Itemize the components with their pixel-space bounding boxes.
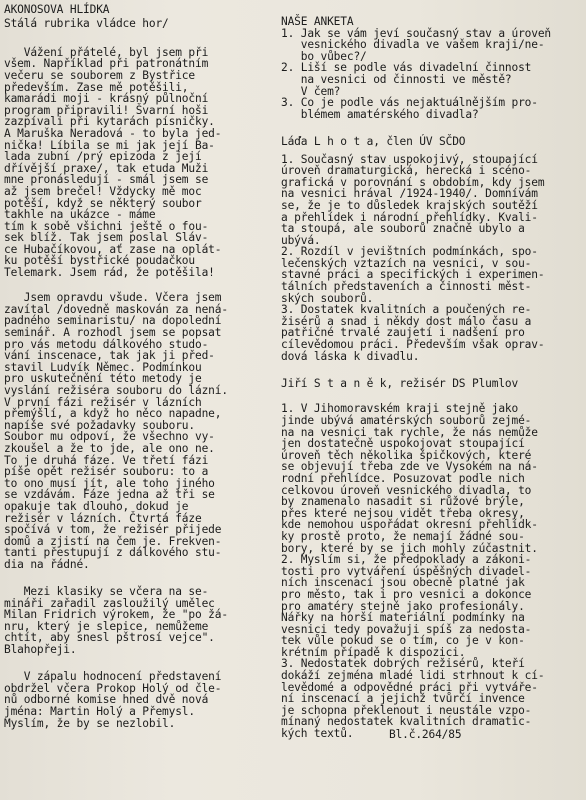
left-paragraph-4 bbox=[4, 671, 280, 729]
text-line: tím k sobě všichni ještě o fou- bbox=[4, 219, 209, 233]
text-line: grafická v porovnání s obdobím, kdy jsem bbox=[281, 175, 545, 189]
text-line: 1. V Jihomoravském kraji stejně jako bbox=[281, 402, 519, 416]
text-line: pro vás metodu dálkového studo- bbox=[4, 337, 209, 351]
text-line: padného seminaristu/ na dopolední bbox=[4, 314, 222, 328]
text-line: takhle na ukázce - máme bbox=[4, 208, 156, 222]
text-line: ta stoupá, ale souborů značně ubylo a bbox=[281, 222, 525, 236]
text-line: mne pronásledují - smál jsem se bbox=[4, 173, 209, 187]
text-line: Vážení přátelé, byl jsem při bbox=[4, 45, 209, 59]
text-line: dová láska k divadlu. bbox=[281, 349, 420, 363]
text-line: by znamenalo nasadit si růžové brýle, bbox=[281, 495, 525, 509]
respondent-2-name: Jiří S t a n ě k, režisér DS Plumlov bbox=[281, 376, 519, 390]
text-line: na na vesnici tak rychle, že nás nemůže bbox=[281, 425, 538, 439]
text-line: nru, který je slepice, nemůžeme bbox=[4, 619, 209, 633]
text-line: program připravili! Švarní hoši bbox=[4, 103, 209, 117]
text-line: spočívá v tom, že režisér přijede bbox=[4, 523, 222, 537]
text-line: V zápalu hodnocení představení bbox=[4, 670, 222, 684]
text-line: lečenských vztazích na vesnici, v sou- bbox=[281, 256, 532, 270]
column-right bbox=[281, 0, 583, 740]
text-line: Nářky na horší materiální podmínky na bbox=[281, 611, 525, 625]
text-line: zavítal /dovedně maskován za nená- bbox=[4, 302, 228, 316]
text-line: pro uskutečnění této metody je bbox=[4, 372, 202, 386]
question-line: na vesnici od činnosti ve městě? bbox=[281, 72, 512, 86]
text-line: a přehlídek i národní přehlídky. Kvali- bbox=[281, 210, 538, 224]
text-line: stavil Ludvík Němec. Podmínkou bbox=[4, 360, 202, 374]
text-line: 3. Dostatek kvalitních a poučených re- bbox=[281, 303, 532, 317]
text-line: obdržel včera Prokop Holý od čle- bbox=[4, 681, 222, 695]
text-line: ce Hubačíkovou, ať zase na oplát- bbox=[4, 242, 222, 256]
text-line: domů a zjistí na čem je. Frekven- bbox=[4, 534, 222, 548]
text-line: především. Zase mě potěšili, bbox=[4, 80, 189, 94]
question-line: vesnického divadla ve vašem kraji/ne- bbox=[281, 38, 545, 52]
text-line: 2. Myslím si, že předpoklady a zákoni- bbox=[281, 553, 532, 567]
text-line: Milan Fridrich výrokem, že "po žá- bbox=[4, 608, 228, 622]
text-line: se vzdávám. Fáze jedna až tři se bbox=[4, 488, 215, 502]
text-line: nů odborné komise hned dvě nová bbox=[4, 693, 209, 707]
question-line: 3. Co je podle vás nejaktuálnějším pro- bbox=[281, 96, 538, 110]
text-line: Myslím, že by se nezlobil. bbox=[4, 716, 176, 730]
text-line: dřívější praxe/, tak etuda Muži bbox=[4, 161, 209, 175]
column-left bbox=[4, 0, 280, 729]
text-line: jména: Martin Holý a Přemysl. bbox=[4, 705, 195, 719]
text-line: seminář. A rozhodl jsem se popsat bbox=[4, 326, 222, 340]
text-line: žisérů a snad i někdy dost málo času a bbox=[281, 314, 532, 328]
text-line: mináři zařadil zasloužilý umělec bbox=[4, 596, 215, 610]
text-line: To je druhá fáze. Ve třetí fázi bbox=[4, 453, 209, 467]
text-line: chtít, aby snesl pštrosí vejce". bbox=[4, 631, 215, 645]
text-line: Mezi klasiky se včera na se- bbox=[4, 585, 209, 599]
text-line: přemýšlí, a když ho něco napadne, bbox=[4, 407, 222, 421]
text-line: cílevědomou práci. Především však oprav- bbox=[281, 338, 545, 352]
text-line: lada zubní /prý epizoda z její bbox=[4, 150, 202, 164]
text-line: levědomé a odpovědné práci při vytváře- bbox=[281, 680, 538, 694]
text-line: Blahopřeji. bbox=[4, 643, 77, 657]
text-line: tanti přestupují z dálkového stu- bbox=[4, 546, 222, 560]
text-line: kde nemohou uspořádat okresní přehlídk- bbox=[281, 518, 538, 532]
text-line: jinde ubývá amatérských souborů zejmé- bbox=[281, 414, 532, 427]
text-line: stavné práci a specifických i experimen- bbox=[281, 268, 545, 282]
text-line: píše opět režisér souboru: to a bbox=[4, 465, 209, 479]
text-line: ní inscenací a jejichž tvůrčí invence bbox=[281, 692, 525, 706]
text-line: napíše své požadavky souboru. bbox=[4, 418, 195, 432]
respondent-1-answer bbox=[281, 154, 583, 363]
left-paragraph-2 bbox=[4, 292, 280, 570]
question-line: blémem amatérského divadla? bbox=[281, 107, 479, 121]
question-line: 2. Liší se podle vás divadelní činnost bbox=[281, 61, 532, 75]
text-line: ku potěší bystřické poudačkou bbox=[4, 254, 195, 268]
respondent-1-name: Láďa L h o t a, člen ÚV SČDO bbox=[281, 134, 466, 148]
text-line: opakuje tak dlouho, dokud je bbox=[4, 499, 189, 513]
question-line: 1. Jak se vám jeví současný stav a úroveň bbox=[281, 26, 552, 40]
text-line: potěší, když se některý soubor bbox=[4, 196, 202, 210]
text-line: bory, které by se jich mohly zúčastnit. bbox=[281, 541, 538, 555]
text-line: krétním případě k dispozici. bbox=[281, 645, 466, 659]
text-line: celkovou úroveň vesnického divadla, to bbox=[281, 483, 532, 497]
rubric-header: AKONOSOVA HLÍDKA bbox=[4, 3, 110, 16]
text-line: se objevují třeba zde ve Vysokém na ná- bbox=[281, 460, 538, 474]
text-line: kých textů. bbox=[281, 727, 354, 741]
survey-header: NAŠE ANKETA bbox=[281, 15, 354, 28]
text-line: kamarádi moji - krásný půlnoční bbox=[4, 92, 209, 106]
text-line: ních inscenací jsou obecně platné jak bbox=[281, 576, 525, 590]
text-line: sek blíž. Tak jsem poslal Sláv- bbox=[4, 231, 209, 245]
text-line: všem. Například při patronátním bbox=[4, 57, 209, 71]
text-line: vesnici tedy považuji spíš za nedosta- bbox=[281, 622, 532, 636]
text-line: dokáží zejména mladé lidi strhnout k cí- bbox=[281, 669, 545, 683]
text-line: pro město, tak i pro vesnici a dokonce bbox=[281, 587, 532, 601]
text-line: úroveň dramaturgická, herecká i scéno- bbox=[281, 164, 532, 178]
text-line: na vesnici hrával /1924-1940/. Domnívám bbox=[281, 187, 538, 201]
text-line: 3. Nedostatek dobrých režisérů, kteří bbox=[281, 657, 525, 671]
document-reference: Bl.č.264/85 bbox=[389, 727, 462, 741]
text-line: V první fázi režisér v lázních bbox=[4, 395, 202, 409]
text-line: je schopna překlenout i neustále vzpo- bbox=[281, 703, 532, 717]
respondent-2-answer bbox=[281, 403, 583, 739]
text-line: vání inscenace, tak jak ji před- bbox=[4, 349, 215, 363]
text-line: pro amatéry stejně jako profesionály. bbox=[281, 599, 525, 613]
text-line: se, že je to důsledek krajských soutěží bbox=[281, 198, 538, 212]
text-line: úroveň těch několika špičkových, které bbox=[281, 448, 532, 462]
text-line: mínaný nedostatek kvalitních dramatic- bbox=[281, 715, 532, 729]
text-line: Soubor mu odpoví, že všechno vy- bbox=[4, 430, 215, 444]
text-line: dia na řádné. bbox=[4, 557, 90, 571]
text-line: ubývá. bbox=[281, 233, 321, 247]
text-line: A Maruška Neradová - to byla jed- bbox=[4, 126, 222, 140]
text-line: vyslání režiséra souboru do lázní. bbox=[4, 384, 228, 397]
text-line: to ono musí jít, ale toho jiného bbox=[4, 476, 215, 490]
text-line: přes které nejsou vidět třeba okresy, bbox=[281, 506, 525, 520]
text-line: jen dostatečně uspokojovat stoupající bbox=[281, 437, 525, 451]
text-line: zkoušel a že to jde, ale ono ne. bbox=[4, 441, 215, 455]
rubric-subheader: Stálá rubrika vládce hor/ bbox=[4, 16, 169, 30]
text-line: patřičné trvalé zaujetí i nadšení pro bbox=[281, 326, 525, 340]
text-line: Jsem opravdu všude. Včera jsem bbox=[4, 291, 222, 305]
left-paragraph-1 bbox=[4, 47, 280, 279]
text-line: Telemark. Jsem rád, že potěšila! bbox=[4, 266, 215, 280]
survey-questions bbox=[281, 28, 583, 121]
text-line: tek vůle pokud se o tím, co je v kon- bbox=[281, 634, 525, 648]
question-line: V čem? bbox=[281, 84, 341, 98]
text-line: tálních představeních a činnosti měst- bbox=[281, 280, 532, 294]
text-line: zazpívali při kytarách písničky. bbox=[4, 115, 215, 129]
text-line: rodní přehlídce. Posuzovat podle nich bbox=[281, 471, 525, 485]
text-line: 2. Rozdíl v jevištních podmínkách, spo- bbox=[281, 245, 538, 259]
text-line: tosti pro vytváření úspěšných divadel- bbox=[281, 564, 532, 578]
text-line: ských souborů. bbox=[281, 291, 374, 305]
left-paragraph-3 bbox=[4, 586, 280, 656]
question-line: bo vůbec?/ bbox=[281, 49, 367, 63]
text-line: až jsem brečel! Vždycky mě moc bbox=[4, 184, 202, 198]
text-line: ky prostě proto, že nemají žádné sou- bbox=[281, 529, 525, 543]
text-line: nička! Líbila se mi jak její Ba- bbox=[4, 138, 215, 152]
text-line: večeru se souborem z Bystřice bbox=[4, 68, 195, 82]
text-line: 1. Současný stav uspokojivý, stoupající bbox=[281, 152, 538, 166]
text-line: režisér v lázních. Čtvrtá fáze bbox=[4, 511, 202, 525]
